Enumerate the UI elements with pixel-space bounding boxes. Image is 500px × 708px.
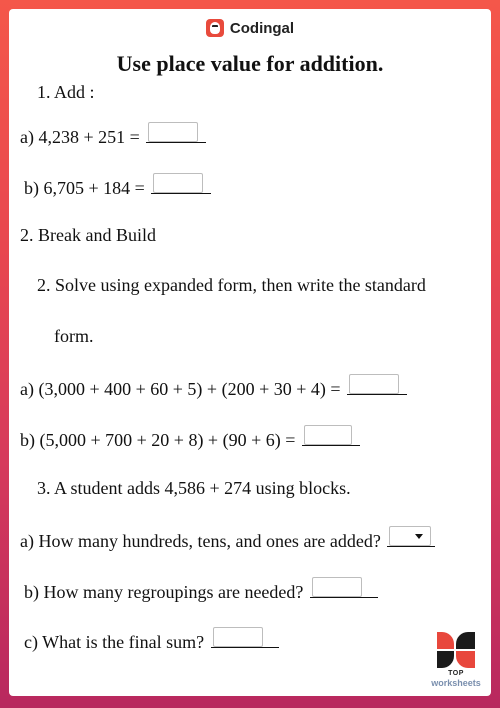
question-3c-text: c) What is the final sum? <box>24 632 205 652</box>
question-2a-text: a) (3,000 + 400 + 60 + 5) + (200 + 30 + 4) = <box>20 379 341 399</box>
answer-1b-input[interactable] <box>153 173 203 193</box>
logo-worksheets-text: worksheets <box>431 678 481 688</box>
answer-3a-blank <box>387 528 435 547</box>
page-title: Use place value for addition. <box>116 51 384 76</box>
logo-top-text: TOP <box>448 670 464 677</box>
answer-2a-blank <box>347 376 407 395</box>
answer-3a-dropdown[interactable] <box>389 526 431 546</box>
answer-3b-blank <box>310 579 378 598</box>
question-3c <box>24 629 279 653</box>
top-worksheets-logo-icon <box>437 632 475 668</box>
codingal-logo-icon <box>206 19 224 37</box>
question-3-heading: 3. A student adds 4,586 + 274 using blocks. <box>37 478 351 498</box>
answer-2a-input[interactable] <box>349 374 399 394</box>
question-1-heading: 1. Add : <box>37 82 95 102</box>
answer-3c-input[interactable] <box>213 627 263 647</box>
answer-3b-input[interactable] <box>312 577 362 597</box>
section-2-heading: 2. Break and Build <box>20 225 156 245</box>
answer-2b-input[interactable] <box>304 425 352 445</box>
worksheet-page <box>9 9 491 696</box>
question-2-heading-line2: form. <box>54 326 94 346</box>
question-2-heading-line1: 2. Solve using expanded form, then write the standard <box>37 275 426 295</box>
answer-1a-input[interactable] <box>148 122 198 142</box>
question-2b <box>20 427 360 451</box>
question-1a-text: a) 4,238 + 251 = <box>20 127 140 147</box>
question-1b-text: b) 6,705 + 184 = <box>24 178 145 198</box>
brand-name: Codingal <box>229 19 295 37</box>
brand-header <box>9 17 491 39</box>
question-2a <box>20 376 407 400</box>
answer-2b-blank <box>302 427 360 446</box>
question-3a <box>20 528 435 552</box>
answer-1a-blank <box>146 124 206 143</box>
answer-1b-blank <box>151 175 211 194</box>
question-1b <box>24 175 211 199</box>
question-3b-text: b) How many regroupings are needed? <box>24 582 304 602</box>
question-2b-text: b) (5,000 + 700 + 20 + 8) + (90 + 6) = <box>20 430 296 450</box>
answer-3c-blank <box>211 629 279 648</box>
question-3a-text: a) How many hundreds, tens, and ones are added? <box>20 531 381 551</box>
question-3b <box>24 579 378 603</box>
top-worksheets-logo <box>431 632 481 690</box>
question-1a <box>20 124 206 148</box>
